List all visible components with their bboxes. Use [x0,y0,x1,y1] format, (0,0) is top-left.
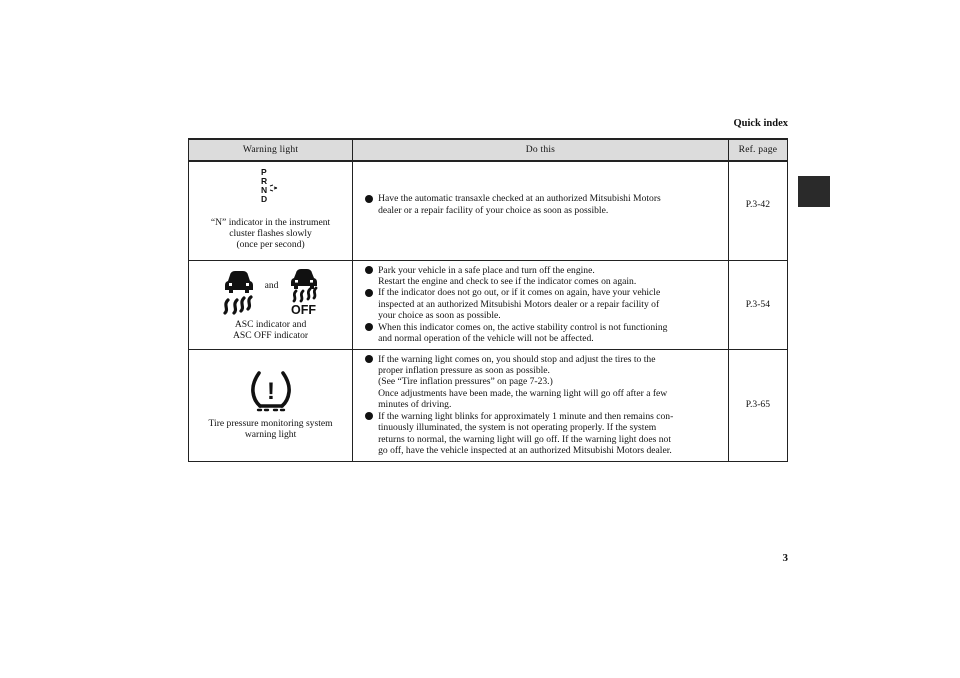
bullet-line: Have the automatic transaxle checked at an authorized Mitsubishi Motors [378,193,661,205]
caption-line: ASC OFF indicator [232,330,309,341]
bullet-line: inspected at an authorized Mitsubishi Motors dealer or a repair facility of [378,298,660,310]
caption-line: ASC indicator and [234,318,307,330]
bullet-line: returns to normal, the warning light will go off. If the warning light does not [378,433,672,445]
ref-page-cell: P.3-54 [728,260,787,349]
section-header: Quick index [733,118,788,129]
and-label: and [264,279,279,291]
bullet-icon [365,195,373,203]
prnd-letter-r: R [260,175,267,186]
bullet-line: Park your vehicle in a safe place and turn off the engine. [378,264,595,276]
warning-light-cell [189,260,353,349]
header-ref-page: Ref. page [728,139,787,161]
prnd-letter-p: P [260,166,267,177]
bullet-line: minutes of driving. [378,399,452,411]
asc-off-label: OFF [291,302,317,316]
prnd-letter-n: N [260,184,267,195]
bullet-line: If the warning light blinks for approximately 1 minute and then remains con- [378,410,674,422]
list-item [365,411,724,457]
bullet-icon [365,355,373,363]
do-this-cell [353,349,729,461]
quick-index-table [188,138,788,462]
list-item [365,193,724,216]
caption-line: cluster flashes slowly [229,228,312,240]
list-item [365,265,724,288]
do-this-cell [353,260,729,349]
bullet-line: tinuously illuminated, the system is not operating properly. If the system [378,422,657,434]
prnd-letter-d: D [260,193,267,204]
warning-light-caption [189,217,352,251]
warning-light-caption [189,319,352,342]
warning-light-caption [189,418,352,441]
table-row [189,260,788,349]
bullet-line: When this indicator comes on, the active stability control is not functioning [378,321,668,333]
bullet-line: proper inflation pressure as soon as possible. [378,365,550,377]
bullet-icon [365,323,373,331]
bullet-line: Restart the engine and check to see if the indicator comes on again. [378,275,637,287]
bullet-line: your choice as soon as possible. [378,310,501,322]
bullet-icon [365,289,373,297]
bullet-line: and normal operation of the vehicle will not be affected. [378,333,594,345]
list-item [365,354,724,411]
warning-light-cell [189,349,353,461]
do-this-cell [353,161,729,260]
chapter-tab [798,176,830,207]
table-header-row [189,139,788,161]
asc-indicator-icon [221,269,255,315]
warning-light-cell [189,161,353,260]
list-item [365,322,724,345]
prnd-indicator-icon [260,167,282,205]
caption-line: warning light [244,429,297,440]
caption-line: Tire pressure monitoring system [208,417,333,429]
table-row [189,161,788,260]
bullet-icon [365,266,373,274]
asc-off-indicator-icon [288,268,320,316]
bullet-line: (See “Tire inflation pressures” on page 7-23.) [378,376,553,388]
header-warning-light: Warning light [189,139,353,161]
caption-line: “N” indicator in the instrument [210,216,331,228]
caption-line: (once per second) [236,239,305,251]
table-row [189,349,788,461]
tire-pressure-warning-icon [249,370,293,412]
bullet-line: If the warning light comes on, you should stop and adjust the tires to the [378,353,656,365]
ref-page-cell: P.3-65 [728,349,787,461]
tire-pressure-exclamation: ! [266,377,275,405]
bullet-icon [365,412,373,420]
list-item [365,287,724,321]
page-number: 3 [782,552,788,564]
bullet-line: dealer or a repair facility of your choice as soon as possible. [378,204,609,216]
ref-page-cell: P.3-42 [728,161,787,260]
bullet-line: If the indicator does not go out, or if it comes on again, have your vehicle [378,287,661,299]
bullet-line: go off, have the vehicle inspected at an authorized Mitsubishi Motors dealer. [378,444,672,456]
bullet-line: Once adjustments have been made, the warning light will go off after a few [378,387,668,399]
header-do-this: Do this [353,139,729,161]
